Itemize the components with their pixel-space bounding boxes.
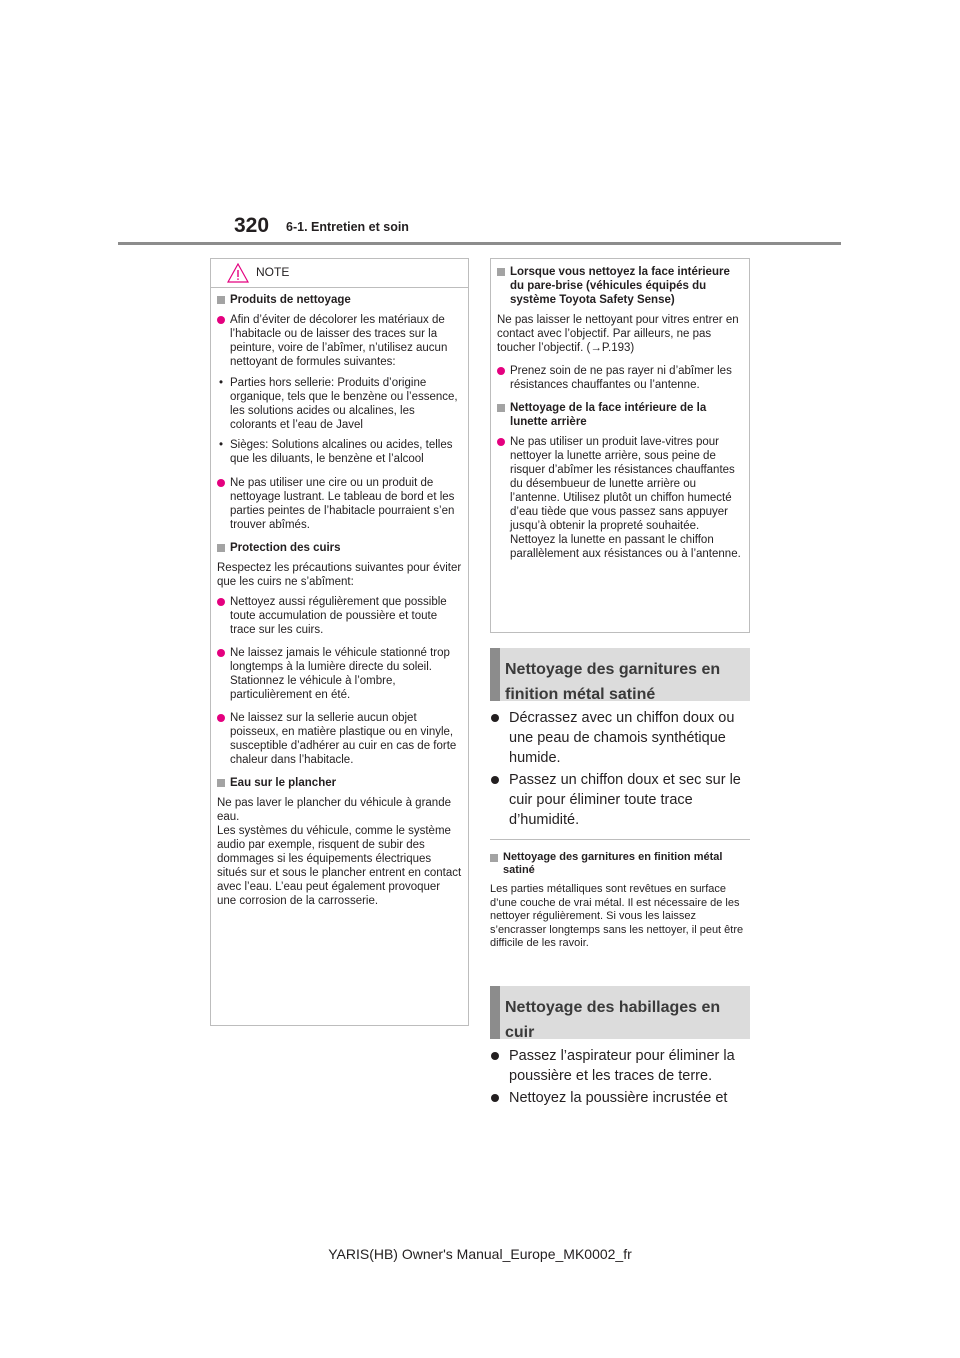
square-bullet-icon: [497, 268, 505, 276]
satin-info-heading: Nettoyage des garnitures en finition métal satiné: [490, 851, 752, 877]
leather-heading: Protection des cuirs: [217, 541, 462, 555]
satin-info: [490, 851, 752, 951]
note-label: NOTE: [256, 265, 290, 279]
paragraph: Respectez les précautions suivantes pour éviter que les cuirs ne s’abîment:: [217, 562, 462, 588]
square-bullet-icon: [490, 854, 498, 862]
list-item: Ne laissez jamais le véhicule stationné trop longtemps à la lumière directe du soleil. Stationnez le véhicule à l’ombre, particulièrement en été.: [217, 646, 462, 702]
page-number: 320: [234, 214, 270, 237]
bullet-icon: [491, 1094, 499, 1102]
square-bullet-icon: [497, 404, 505, 412]
square-bullet-icon: [217, 544, 225, 552]
note-box: [210, 258, 469, 1026]
footer-text: YARIS(HB) Owner's Manual_Europe_MK0002_fr: [328, 1246, 632, 1262]
section-divider: [490, 839, 750, 840]
square-bullet-icon: [217, 779, 225, 787]
title-accent: [490, 648, 500, 701]
water-heading: Eau sur le plancher: [217, 776, 462, 790]
bullet-icon: [497, 438, 505, 446]
list-item: Ne pas utiliser une cire ou un produit de nettoyage lustrant. Le tableau de bord et les parties peintes de l’habitacle pourraient s’en trouver abîmés.: [217, 476, 462, 532]
list-item: Ne pas utiliser un produit lave-vitres pour nettoyer la lunette arrière, sous peine de risquer d’abîmer les résistances chauffantes du désembueur de lunette arrière ou l’antenne. Utilisez plutôt un chiffon humecté d’eau tiède que vous passez sans appuyer jusqu’à obtenir la propreté souhaitée. Nettoyez la lunette en passant le chiffon parallèlement aux résistances ou à l’antenne.: [497, 435, 743, 561]
list-item: Prenez soin de ne pas rayer ni d’abîmer les résistances chauffantes ou l’antenne.: [497, 364, 743, 392]
products-heading: Produits de nettoyage: [217, 293, 462, 307]
windshield-heading: Lorsque vous nettoyez la face intérieure du pare-brise (véhicules équipés du système Toyota Safety Sense): [497, 265, 743, 307]
sub-item: • Parties hors sellerie: Produits d’origine organique, tels que le benzène ou l’essence, les solutions acides ou alcalines, les colorants et l’eau de Javel: [219, 377, 458, 431]
paragraph: Les systèmes du véhicule, comme le système audio par exemple, risquent de subir des dommages si les équipements électriques situés sur et sous le plancher entrent en contact avec l’eau. L’eau peut également provoquer une corrosion de la carrosserie.: [217, 825, 462, 907]
section-title: 6-1. Entretien et soin: [286, 220, 409, 234]
rear-window-heading: Nettoyage de la face intérieure de la lunette arrière: [497, 401, 743, 429]
header-rule: [118, 242, 841, 245]
list-item: Afin d’éviter de décolorer les matériaux de l’habitacle ou de laisser des traces sur la peinture, voire de l’abîmer, n’utilisez aucun nettoyant de formules suivantes:: [217, 313, 462, 369]
bullet-icon: [217, 479, 225, 487]
list-item: Passez un chiffon doux et sec sur le cuir pour éliminer toute trace d’humidité.: [490, 770, 752, 830]
list-item: Nettoyez aussi régulièrement que possible toute accumulation de poussière et toute trace sur les cuirs.: [217, 595, 462, 637]
warning-triangle-icon: [227, 263, 249, 283]
bullet-icon: [491, 714, 499, 722]
note-header: [211, 259, 468, 288]
caution-box: [490, 258, 750, 633]
list-item: Décrassez avec un chiffon doux ou une peau de chamois synthétique humide.: [490, 708, 752, 768]
bullet-icon: [217, 598, 225, 606]
leather-section-title: Nettoyage des habillages en cuir: [490, 986, 750, 1039]
bullet-icon: [497, 367, 505, 375]
sub-item: • Sièges: Solutions alcalines ou acides, telles que les diluants, le benzène et l’alcool: [219, 439, 453, 465]
title-accent: [490, 986, 500, 1039]
satin-section-title: Nettoyage des garnitures en finition métal satiné: [490, 648, 750, 701]
bullet-icon: [491, 776, 499, 784]
paragraph: Les parties métalliques sont revêtues en surface d’une couche de vrai métal. Il est nécessaire de les nettoyer régulièrement. Si vous les laissez s’encrasser longtemps sans les nettoyer, il peut être difficile de les ravoir.: [490, 883, 744, 949]
list-item: Nettoyez la poussière incrustée et: [490, 1088, 752, 1108]
bullet-icon: [217, 649, 225, 657]
bullet-icon: [217, 316, 225, 324]
bullet-icon: [217, 714, 225, 722]
paragraph: Ne pas laver le plancher du véhicule à grande eau.: [217, 797, 451, 823]
paragraph: Ne pas laisser le nettoyant pour vitres entrer en contact avec l’objectif. Par ailleurs, ne pas toucher l’objectif. (→P.193): [497, 314, 739, 354]
list-item: Passez l’aspirateur pour éliminer la poussière et les traces de terre.: [490, 1046, 752, 1086]
square-bullet-icon: [217, 296, 225, 304]
list-item: Ne laissez sur la sellerie aucun objet poisseux, en matière plastique ou en vinyle, susceptible d’adhérer au cuir en cas de forte chaleur dans l’habitacle.: [217, 711, 462, 767]
bullet-icon: [491, 1052, 499, 1060]
